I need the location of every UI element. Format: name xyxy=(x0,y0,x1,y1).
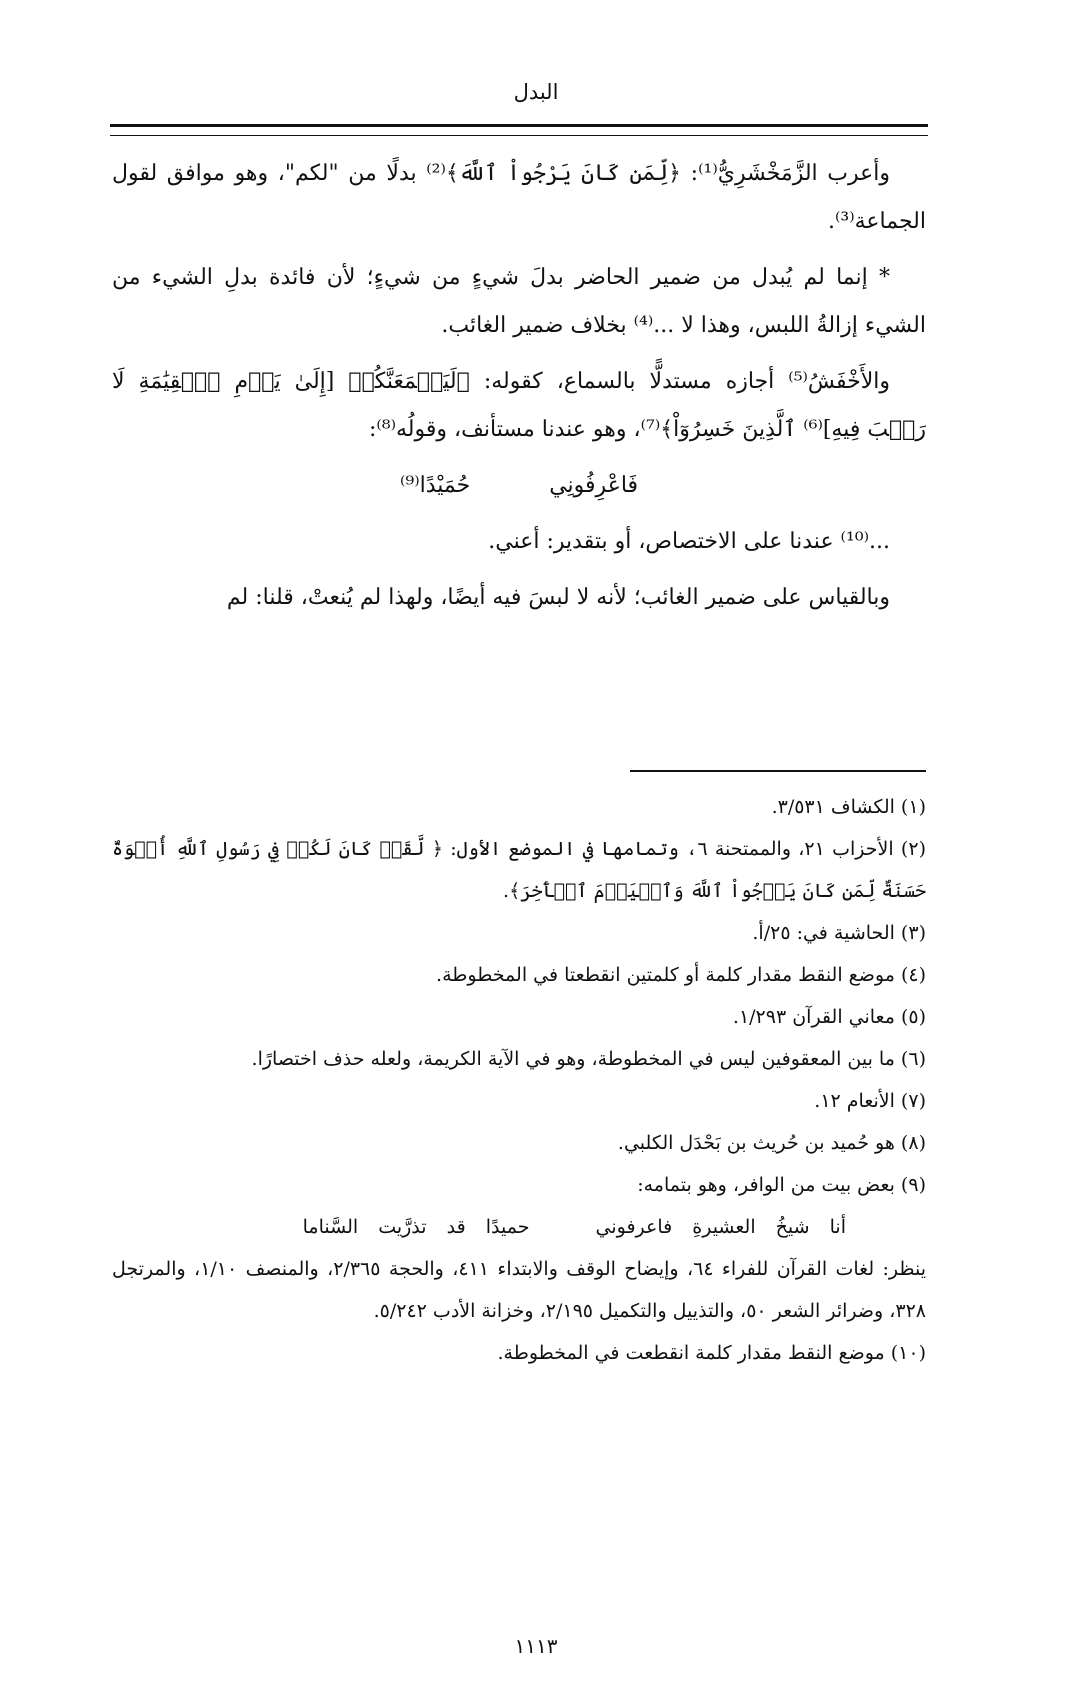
verse-second-hemistich: حُمَيْدًا⁽⁹⁾ xyxy=(399,473,471,498)
footnote-1: (١) الكشاف ٣/٥٣١. xyxy=(771,796,926,818)
footnote-3: (٣) الحاشية في: ٢٥/أ. xyxy=(752,922,926,944)
page-number: ١١١٣ xyxy=(514,1634,558,1658)
main-text xyxy=(112,150,926,630)
footnote-2: (٢) الأحزاب ٢١، والممتحنة ٦، وتمامها في الموضع الأول: ﴿ لَّقَدۡ كَانَ لَكُمۡ فِي رَسُولِ ٱللَّهِ أُسۡوَةٌ حَسَنَةٌ لِّمَن كَانَ يَرۡجُواْ ٱللَّهَ وَٱلۡيَوۡمَ ٱلۡأٓخِرَ﴾. xyxy=(112,838,926,902)
paragraph-1: وأعرب الزَّمَخْشَرِيُّ⁽¹⁾: ﴿لِّمَن كَانَ يَرْجُواْ ٱللَّهَ﴾⁽²⁾ بدلًا من "لكم"، وهو موافق لقول الجماعة⁽³⁾. xyxy=(112,161,926,234)
footnote-6: (٦) ما بين المعقوفين ليس في المخطوطة، وهو في الآية الكريمة، ولعله حذف اختصارًا. xyxy=(251,1048,926,1070)
poetry-verse xyxy=(112,462,926,510)
paragraph-after-verse: ...⁽¹⁰⁾ عندنا على الاختصاص، أو بتقدير: أعني. xyxy=(488,529,890,554)
footnote-4: (٤) موضع النقط مقدار كلمة أو كلمتين انقطعتا في المخطوطة. xyxy=(436,964,926,986)
footnotes xyxy=(112,786,926,1374)
footnote-separator xyxy=(630,770,926,772)
verse-word: العشيرةِ xyxy=(692,1216,756,1238)
footnote-9-verse xyxy=(112,1206,926,1248)
verse-word: حميدًا xyxy=(485,1216,530,1238)
footnote-7: (٧) الأنعام ١٢. xyxy=(814,1090,926,1112)
footnote-5: (٥) معاني القرآن ١/٢٩٣. xyxy=(732,1006,926,1028)
footnote-9: (٩) بعض بيت من الوافر، وهو بتمامه: xyxy=(637,1174,926,1196)
header-rule-thin xyxy=(110,135,928,136)
paragraph-last: وبالقياس على ضمير الغائب؛ لأنه لا لبسَ فيه أيضًا، ولهذا لم يُنعتْ، قلنا: لم xyxy=(226,585,890,610)
header-rule-thick xyxy=(110,124,928,127)
paragraph-2: * إنما لم يُبدل من ضمير الحاضر بدلَ شيءٍ من شيءٍ؛ لأن فائدة بدلِ الشيء من الشيء إزالةُ اللبس، وهذا لا ...⁽⁴⁾ بخلاف ضمير الغائب. xyxy=(112,265,926,338)
footnote-9-references: ينظر: لغات القرآن للفراء ٦٤، وإيضاح الوقف والابتداء ٤١١، والحجة ٢/٣٦٥، والمنصف ١/١٠، والمرتجل ٣٢٨، وضرائر الشعر ٥٠، والتذييل والتكميل ٢/١٩٥، وخزانة الأدب ٥/٢٤٢. xyxy=(112,1258,927,1322)
verse-first-hemistich: فَاعْرِفُونِي xyxy=(549,473,639,498)
footnote-8: (٨) هو حُميد بن حُريث بن بَحْدَل الكلبي. xyxy=(617,1132,926,1154)
verse-word: قد xyxy=(446,1216,466,1238)
verse-word: شيخُ xyxy=(775,1216,810,1238)
paragraph-3: والأَخْفَشُ⁽⁵⁾ أجازه مستدلًّا بالسماع، كقوله: ﴿لَيَجۡمَعَنَّكُمۡ [إِلَىٰ يَوۡمِ ٱلۡقِيَٰمَةِ لَا رَيۡبَ فِيهِ]⁽⁶⁾ ٱلَّذِينَ خَسِرُوٓاْ﴾⁽⁷⁾، وهو عندنا مستأنف، وقولُه⁽⁸⁾: xyxy=(112,369,926,442)
verse-word: السَّناما xyxy=(302,1216,359,1238)
verse-word: فاعرفوني xyxy=(595,1216,673,1238)
running-header: البدل xyxy=(513,80,559,104)
verse-word: أنا xyxy=(829,1216,846,1238)
verse-word: تذرَّيت xyxy=(378,1216,427,1238)
footnote-10: (١٠) موضع النقط مقدار كلمة انقطعت في المخطوطة. xyxy=(497,1342,926,1364)
